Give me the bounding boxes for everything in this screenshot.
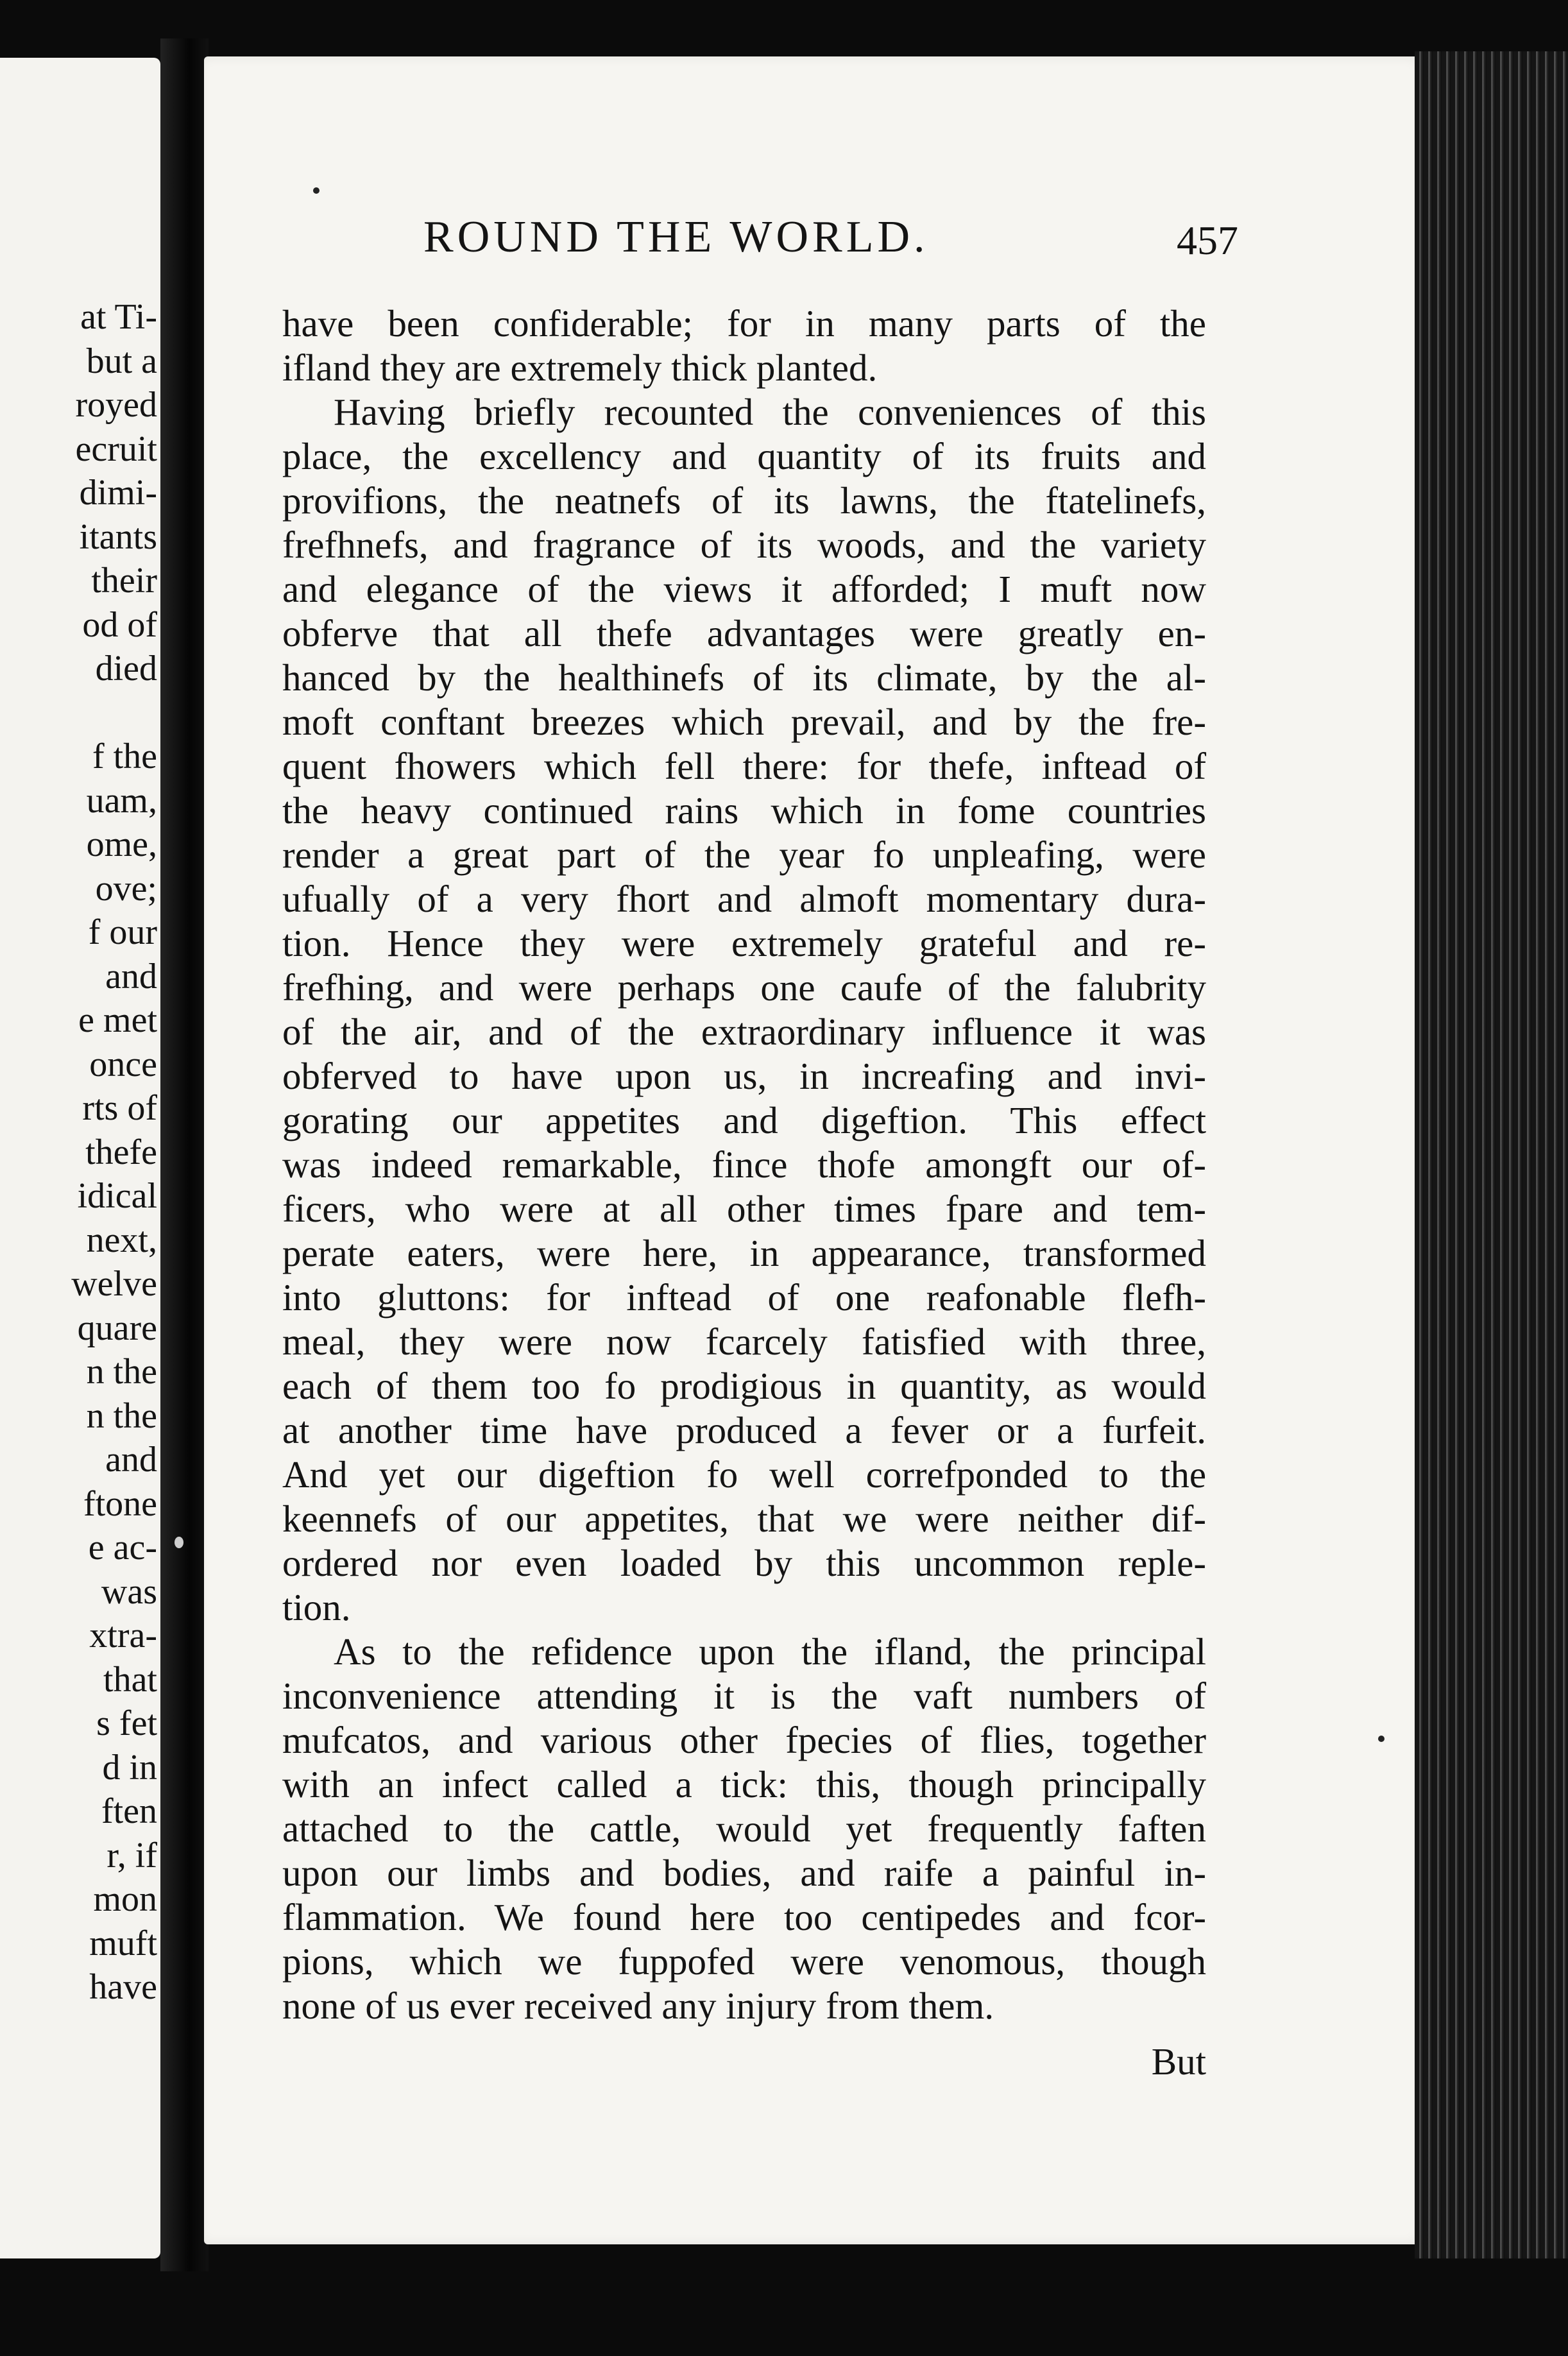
facing-page-fragment: but a	[86, 341, 157, 381]
text-line: frefhing, and were perhaps one caufe of the falubrity	[282, 966, 1206, 1009]
facing-page-fragment: royed	[75, 385, 157, 425]
text-line: was indeed remarkable, fince thofe amongft our of-	[282, 1143, 1206, 1186]
text-line: upon our limbs and bodies, and raife a painful in-	[282, 1852, 1206, 1894]
facing-page-fragment: that	[103, 1659, 157, 1700]
facing-page-fragment: welve	[71, 1264, 157, 1304]
facing-page-fragment: ftone	[83, 1483, 157, 1524]
text-line: into gluttons: for inftead of one reafonable flefh-	[282, 1276, 1206, 1319]
text-line: ufually of a very fhort and almoft momentary dura-	[282, 878, 1206, 920]
page-number: 457	[1177, 218, 1238, 263]
running-title: ROUND THE WORLD.	[423, 212, 929, 262]
ink-speck	[1378, 1736, 1385, 1742]
facing-page-fragment: thefe	[85, 1132, 157, 1172]
text-line: mufcatos, and various other fpecies of flies, together	[282, 1719, 1206, 1761]
text-line: attached to the cattle, would yet frequently faften	[282, 1807, 1206, 1850]
facing-page-fragment: od of	[82, 604, 157, 645]
text-line: with an infect called a tick: this, though principally	[282, 1763, 1206, 1805]
text-line: ordered nor even loaded by this uncommon reple-	[282, 1542, 1206, 1584]
text-line: tion.	[282, 1586, 351, 1628]
text-line: obferve that all thefe advantages were greatly en-	[282, 612, 1206, 654]
facing-page-fragment: once	[89, 1044, 157, 1084]
facing-page-fragment: at Ti-	[80, 297, 157, 337]
facing-page-fragment: and	[105, 956, 157, 996]
book-gutter	[160, 38, 209, 2271]
text-line: pions, which we fuppofed were venomous, though	[282, 1940, 1206, 1983]
text-line: As to the refidence upon the ifland, the principal	[334, 1630, 1206, 1673]
facing-page-fragment: d in	[102, 1747, 157, 1788]
ink-speck	[175, 1537, 183, 1548]
text-line: and elegance of the views it afforded; I muft now	[282, 568, 1206, 610]
text-line: tion. Hence they were extremely grateful and re-	[282, 922, 1206, 964]
facing-page-fragment: ome,	[86, 824, 157, 864]
text-line: Having briefly recounted the conveniences of this	[334, 391, 1206, 433]
text-line: flammation. We found here too centipedes and fcor-	[282, 1896, 1206, 1938]
facing-page-left	[0, 58, 160, 2258]
facing-page-fragment: next,	[86, 1220, 157, 1260]
page-header	[282, 212, 1238, 282]
text-line: moft conftant breezes which prevail, and by the fre-	[282, 701, 1206, 743]
facing-page-fragment: and	[105, 1440, 157, 1480]
facing-page-fragment: f our	[88, 912, 157, 952]
facing-page-fragment: r, if	[107, 1835, 157, 1875]
facing-page-fragment: uam,	[86, 780, 157, 821]
facing-page-fragment: f the	[92, 737, 157, 776]
facing-page-fragment: have	[89, 1967, 157, 2007]
page-edges	[1415, 51, 1568, 2258]
text-line: place, the excellency and quantity of its fruits and	[282, 435, 1206, 477]
text-line: gorating our appetites and digeftion. This effect	[282, 1099, 1206, 1141]
facing-page-fragment: n the	[86, 1396, 157, 1436]
text-line: obferved to have upon us, in increafing and invi-	[282, 1055, 1206, 1097]
facing-page-fragment: dimi-	[79, 473, 157, 513]
facing-page-fragment: ove;	[95, 868, 157, 909]
text-line: provifions, the neatnefs of its lawns, the ftatelinefs,	[282, 479, 1206, 522]
ink-speck	[313, 187, 320, 194]
facing-page-fragment: was	[101, 1571, 157, 1612]
facing-page-fragment: muft	[89, 1923, 157, 1963]
facing-page-fragment: mon	[93, 1879, 157, 1919]
catchword: But	[1151, 2040, 1206, 2083]
facing-page-fragment: ecruit	[75, 429, 157, 469]
text-line: the heavy continued rains which in fome countries	[282, 789, 1206, 832]
text-line: ficers, who were at all other times fpare and tem-	[282, 1188, 1206, 1230]
facing-page-fragment: ften	[101, 1791, 157, 1831]
text-line: And yet our digeftion fo well correfponded to the	[282, 1453, 1206, 1496]
facing-page-fragment: itants	[79, 516, 157, 557]
text-line: frefhnefs, and fragrance of its woods, and the variety	[282, 524, 1206, 566]
facing-page-fragment: e ac-	[88, 1528, 157, 1567]
facing-page-fragment: e met	[78, 1000, 157, 1040]
facing-page-fragment: died	[95, 649, 157, 688]
text-line: hanced by the healthinefs of its climate, by the al-	[282, 656, 1206, 699]
facing-page-fragment: s fet	[96, 1703, 157, 1743]
facing-page-fragment: xtra-	[89, 1616, 157, 1655]
text-line: at another time have produced a fever or a furfeit.	[282, 1409, 1206, 1451]
facing-page-fragment: quare	[77, 1308, 157, 1348]
text-line: perate eaters, were here, in appearance, transformed	[282, 1232, 1206, 1274]
text-line: render a great part of the year fo unpleafing, were	[282, 833, 1206, 876]
text-line: have been confiderable; for in many parts of the	[282, 302, 1206, 345]
text-line: of the air, and of the extraordinary influence it was	[282, 1011, 1206, 1053]
text-line: none of us ever received any injury from them.	[282, 1985, 994, 2027]
text-line: quent fhowers which fell there: for thefe, inftead of	[282, 745, 1206, 787]
text-line: each of them too fo prodigious in quantity, as would	[282, 1365, 1206, 1407]
text-line: ifland they are extremely thick planted.	[282, 346, 878, 389]
text-line: meal, they were now fcarcely fatisfied with three,	[282, 1320, 1206, 1363]
facing-page-fragment: their	[91, 561, 157, 601]
facing-page-fragment: idical	[77, 1176, 157, 1216]
text-line: keennefs of our appetites, that we were neither dif-	[282, 1498, 1206, 1540]
facing-page-fragment: n the	[86, 1352, 157, 1392]
text-line: inconvenience attending it is the vaft numbers of	[282, 1675, 1206, 1717]
facing-page-fragment: rts of	[82, 1088, 157, 1128]
